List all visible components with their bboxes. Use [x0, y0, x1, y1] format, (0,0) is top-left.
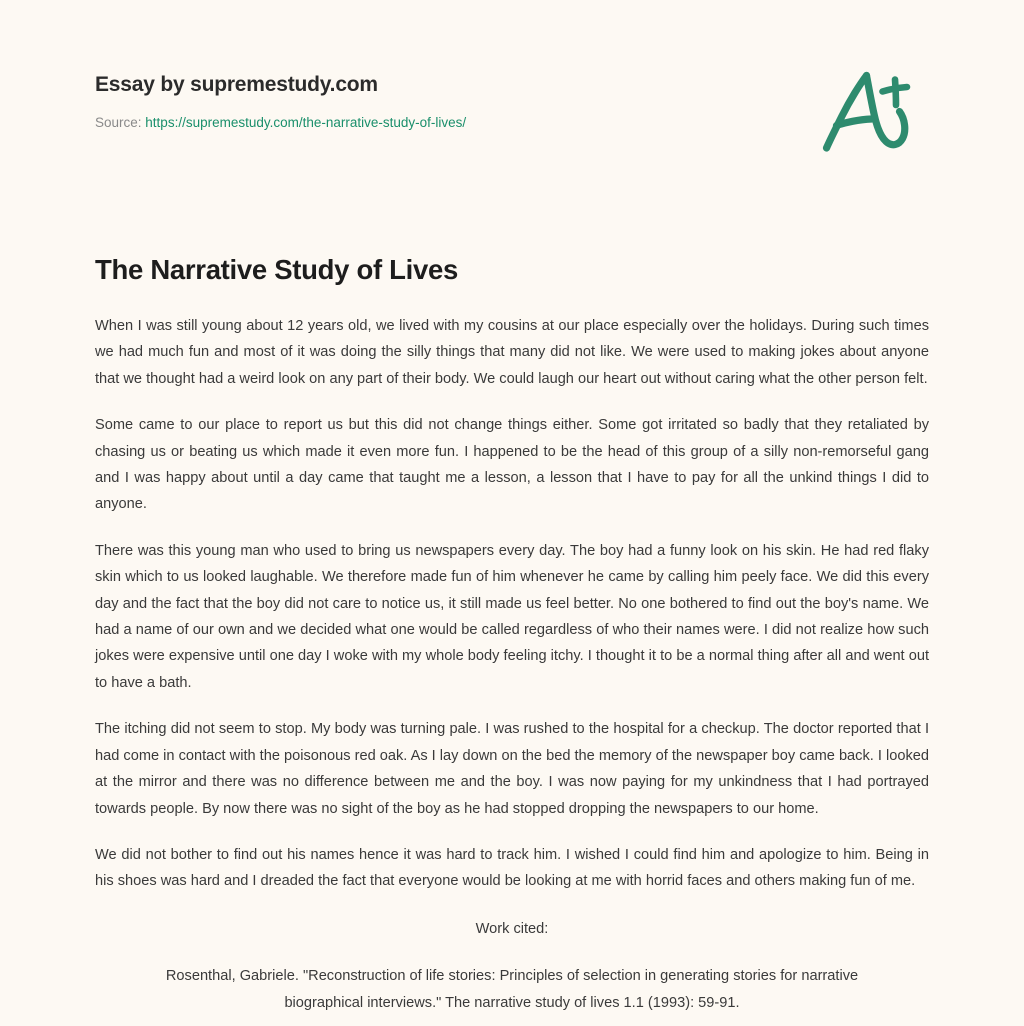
essay-paragraph: There was this young man who used to bring us newspapers every day. The boy had a funny look on his skin. He had red flaky skin which to us looked laughable. We therefore made fun of him whenever he came by calling him peely face. We did this every day and the fact that the boy did not care to notice us, it still made us feel better. No one bothered to find out the boy's name. We had a name of our own and we decided what one would be called regardless of who their names were. I did not realize how such jokes were expensive until one day I woke with my whole body feeling itchy. I thought it to be a normal thing after all and went out to have a bath. — [95, 542, 929, 691]
site-title: Essay by supremestudy.com — [95, 73, 378, 96]
page-title: The Narrative Study of Lives — [95, 254, 458, 285]
essay-paragraph: Some came to our place to report us but this did not change things either. Some got irritated so badly that they retaliated by chasing us or beating us which made it even more fun. I happened to be the head of this group of a silly non-remorseful gang and I was happy about until a day came that taught me a lesson, a lesson that I have to pay for all the unkind things I did to anyone. — [95, 417, 929, 513]
source-url-link[interactable]: https://supremestudy.com/the-narrative-study-of-lives/ — [145, 115, 467, 131]
work-cited-heading: Work cited: — [475, 920, 549, 937]
page-header — [95, 0, 929, 160]
source-line — [95, 114, 466, 132]
essay-paragraph: The itching did not seem to stop. My body was turning pale. I was rushed to the hospital for a checkup. The doctor reported that I had come in contact with the poisonous red oak. As I lay down on the bed the memory of the newspaper boy came back. I looked at the mirror and there was no difference between me and the boy. I was now paying for my unkindness that I had portrayed towards people. By now there was no sight of the boy as he had stopped dropping the newspapers to our home. — [95, 721, 929, 817]
essay-body — [95, 313, 929, 895]
essay-paragraph: When I was still young about 12 years old, we lived with my cousins at our place especially over the holidays. During such times we had much fun and most of it was doing the silly things that many did not like. We were used to making jokes about anyone that we thought had a weird look on any part of their body. We could laugh our heart out without caring what the other person felt. — [95, 318, 929, 387]
a-plus-logo-icon — [812, 64, 920, 160]
citation-block — [95, 916, 929, 1016]
essay-paragraph: We did not bother to find out his names hence it was hard to track him. I wished I could find him and apologize to him. Being in his shoes was hard and I dreaded the fact that everyone would be looking at me with horrid faces and others making fun of me. — [95, 846, 929, 890]
source-label: Source: — [95, 115, 142, 131]
citation-entry: Rosenthal, Gabriele. "Reconstruction of life stories: Principles of selection in generating stories for narrative biographical interviews." The narrative study of lives 1.1 (1993): 59-91. — [165, 968, 859, 1011]
header-text-group — [95, 68, 466, 132]
